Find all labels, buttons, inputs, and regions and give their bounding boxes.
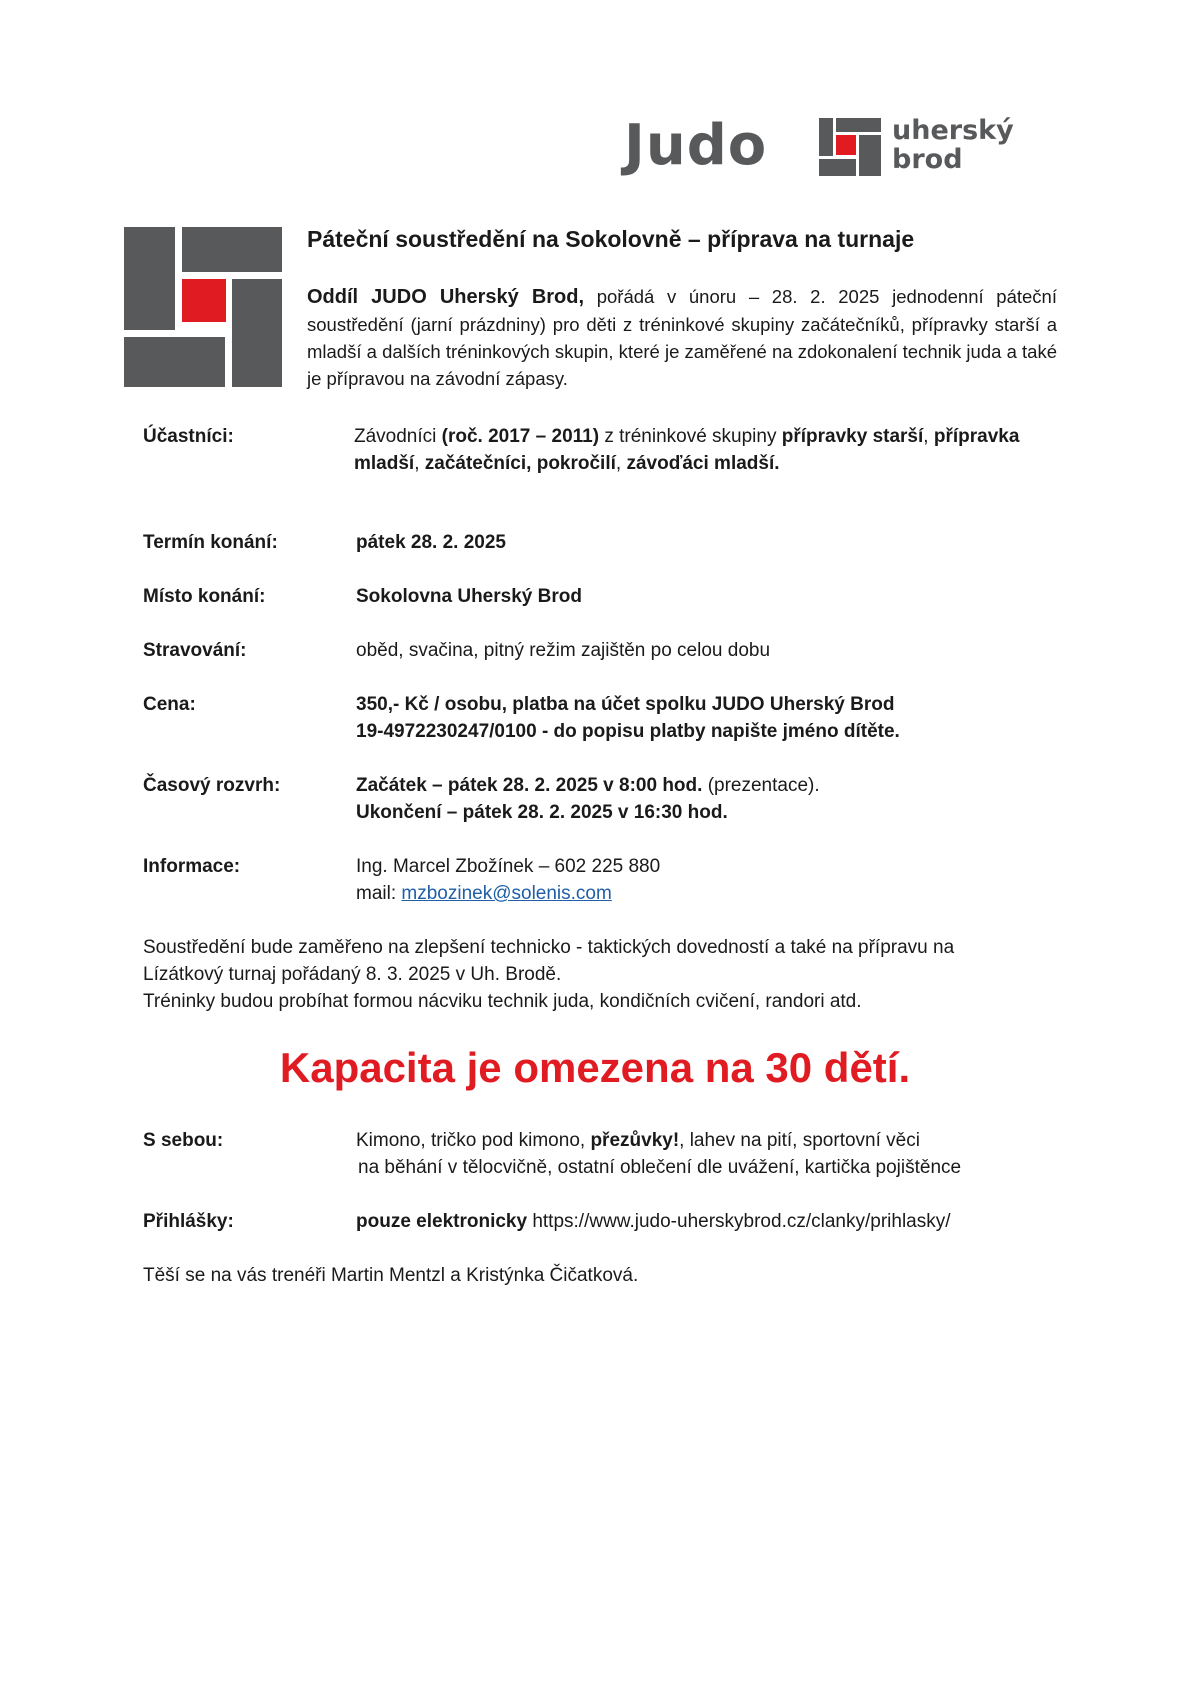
decorative-mark-icon: [124, 227, 282, 387]
focus-line: Lízátkový turnaj pořádaný 8. 3. 2025 v Uh. Brodě.: [143, 964, 562, 985]
bring-label: S sebou:: [143, 1130, 224, 1151]
participants-group: závoďáci mladší.: [626, 453, 780, 474]
logo-city-line1: uherský: [892, 115, 1014, 146]
contact-mail: [356, 880, 1076, 907]
participants-separator: ,: [923, 426, 934, 447]
date-label: Termín konání:: [143, 532, 278, 553]
bring-line: [356, 1127, 1076, 1154]
participants-separator: ,: [615, 453, 627, 474]
participants-label: Účastníci:: [143, 426, 234, 447]
intro-paragraph: [307, 283, 1057, 392]
intro-text: pořádá v únoru – 28. 2. 2025 jednodenní páteční soustředění (jarní prázdniny) pro děti z tréninkové skupiny začátečníků, přípravky starší a mladší a dalších tréninkových skupin, které je zaměřené na zdokonalení technik juda a také je přípravou na závodní zápasy.: [307, 286, 1057, 389]
signup-value: [356, 1208, 1116, 1235]
info-value: [356, 853, 1076, 907]
price-label: Cena:: [143, 694, 196, 715]
logo-mark-icon: [819, 118, 881, 176]
place-value: Sokolovna Uherský Brod: [356, 586, 582, 607]
date-value: pátek 28. 2. 2025: [356, 532, 506, 553]
signup-method: pouze elektronicky: [356, 1211, 528, 1232]
participants-text: z tréninkové skupiny: [599, 426, 782, 447]
closing-line: Těší se na vás trenéři Martin Mentzl a Kristýnka Čičatková.: [143, 1265, 639, 1286]
bring-items: , lahev na pití, sportovní věci: [679, 1130, 920, 1151]
signup-label: Přihlášky:: [143, 1211, 234, 1232]
price-value: [356, 691, 1076, 745]
schedule-value: [356, 772, 1076, 826]
info-label: Informace:: [143, 856, 241, 877]
bank-account-line: 19-4972230247/0100 - do popisu platby napište jméno dítěte.: [356, 721, 900, 742]
participants-separator: ,: [414, 453, 425, 474]
place-label: Místo konání:: [143, 586, 266, 607]
focus-line: Tréninky budou probíhat formou nácviku technik juda, kondičních cvičení, randori atd.: [143, 991, 862, 1012]
schedule-label: Časový rozvrh:: [143, 775, 281, 796]
capacity-notice: Kapacita je omezena na 30 dětí.: [279, 1044, 911, 1091]
participants-group: začátečníci, pokročilí: [424, 453, 616, 474]
food-value: oběd, svačina, pitný režim zajištěn po celou dobu: [356, 640, 771, 661]
schedule-start-note: (prezentace).: [702, 775, 820, 796]
participants-years: (roč. 2017 – 2011): [441, 426, 600, 447]
participants-group: přípravky starší: [781, 426, 924, 447]
email-link[interactable]: mzbozinek@solenis.com: [401, 883, 612, 904]
signup-url[interactable]: https://www.judo-uherskybrod.cz/clanky/prihlasky/: [527, 1211, 951, 1232]
logo-city: [892, 116, 1014, 174]
food-label: Stravování:: [143, 640, 247, 661]
participants-group: mladší: [354, 453, 415, 474]
mail-prefix: mail:: [356, 883, 402, 904]
bring-line: na běhání v tělocvičně, ostatní oblečení dle uvážení, kartička pojištěnce: [358, 1157, 962, 1178]
participants-group: přípravka: [933, 426, 1020, 447]
focus-line: Soustředění bude zaměřeno na zlepšení technicko - taktických dovedností a také na přípravu na: [143, 937, 955, 958]
contact-person: Ing. Marcel Zbožínek – 602 225 880: [356, 856, 661, 877]
schedule-end: Ukončení – pátek 28. 2. 2025 v 16:30 hod.: [356, 802, 728, 823]
bring-shoes: přezůvky!: [590, 1130, 680, 1151]
bring-value: [356, 1127, 1076, 1181]
logo-word: Judo: [624, 113, 768, 178]
judo-logo: [624, 110, 1044, 180]
focus-paragraph: [143, 934, 1043, 1015]
schedule-start: [356, 772, 1076, 799]
participants-text: Závodníci: [354, 426, 442, 447]
participants-value: [354, 423, 1054, 477]
logo-city-line2: brod: [892, 144, 963, 175]
price-line: 350,- Kč / osobu, platba na účet spolku JUDO Uherský Brod: [356, 694, 895, 715]
bring-items: Kimono, tričko pod kimono,: [356, 1130, 591, 1151]
organizer-name: Oddíl JUDO Uherský Brod,: [307, 286, 585, 308]
schedule-start-time: Začátek – pátek 28. 2. 2025 v 8:00 hod.: [356, 775, 703, 796]
page-title: Páteční soustředění na Sokolovně – příprava na turnaje: [307, 226, 915, 252]
